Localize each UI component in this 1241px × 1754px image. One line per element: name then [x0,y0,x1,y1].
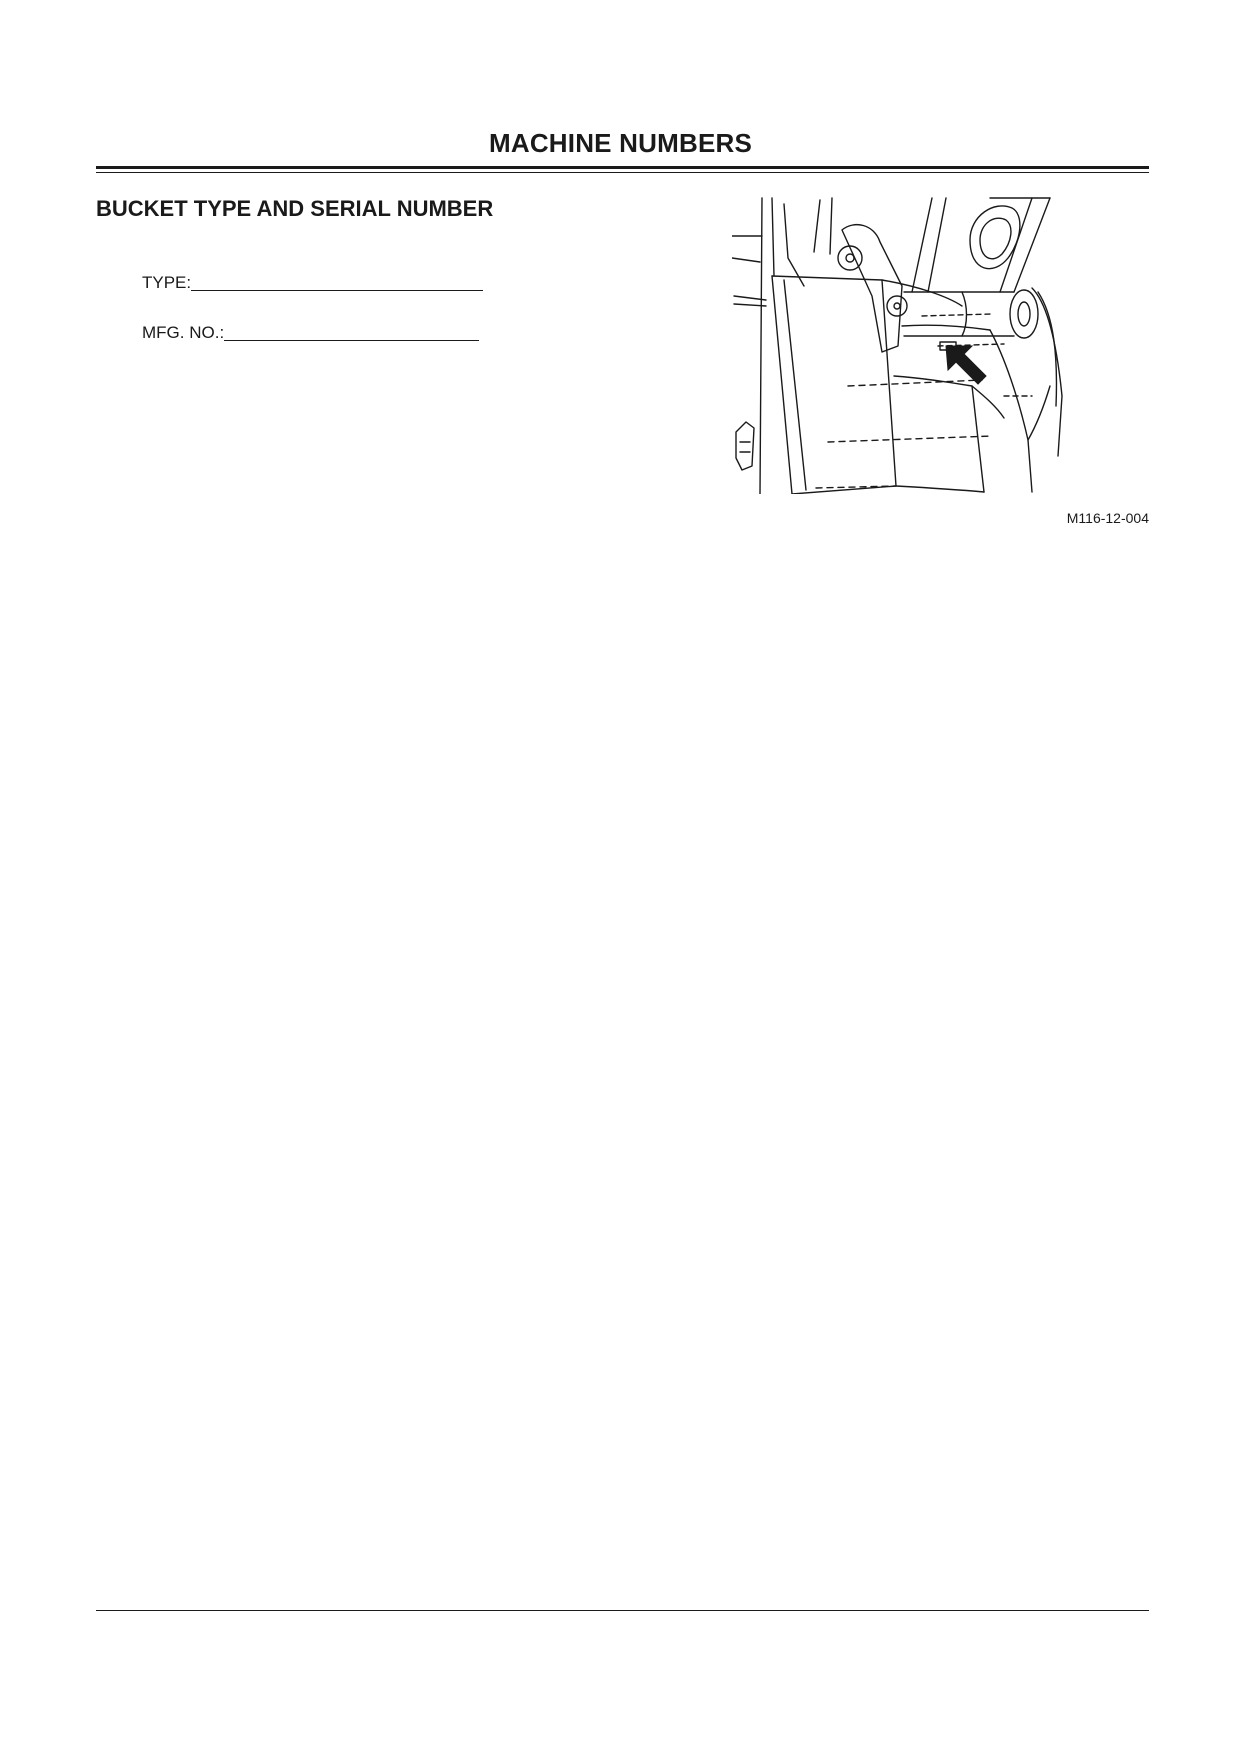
header-rule-thick [96,166,1149,169]
mfg-no-label: MFG. NO.: [142,323,225,342]
mfg-no-field [142,322,479,343]
figure-caption: M116-12-004 [1066,510,1149,526]
header-rule-thin [96,172,1149,173]
page-title: MACHINE NUMBERS [489,128,752,158]
type-field [142,272,483,293]
footer-rule [96,1610,1149,1611]
section-heading: BUCKET TYPE AND SERIAL NUMBER [96,196,494,221]
mfg-no-blank-line[interactable] [224,322,479,341]
type-blank-line[interactable] [191,272,483,291]
type-label: TYPE: [142,273,192,292]
bucket-illustration [732,196,1064,494]
